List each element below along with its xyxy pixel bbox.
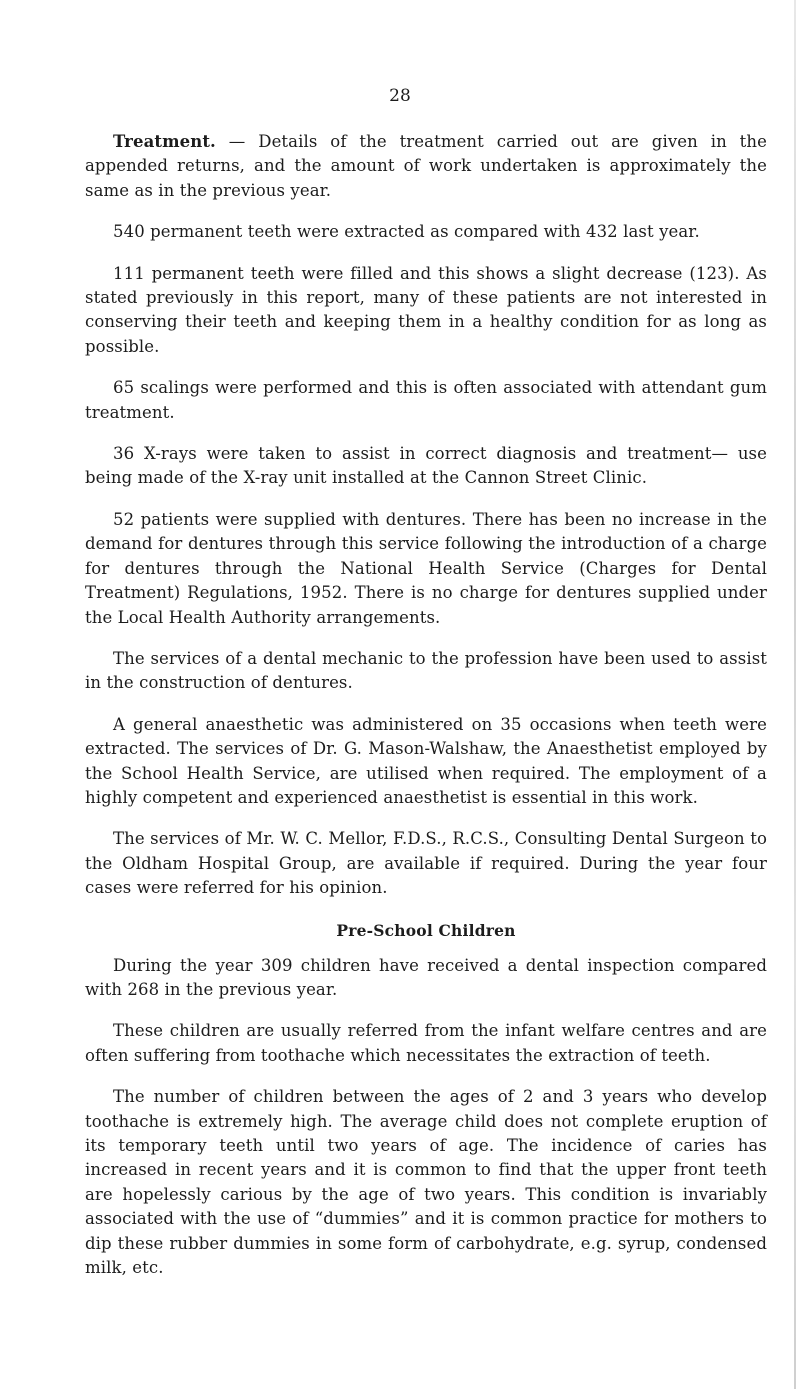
paragraph-inspections (85, 954, 767, 1003)
paragraph-text: The services of a dental mechanic to the profession have been used to assist in the construction of dentures. (85, 648, 767, 693)
paragraph-dentures (85, 508, 767, 630)
paragraph-referrals (85, 1019, 767, 1068)
paragraph-text: These children are usually referred from the infant welfare centres and are often suffering from toothache which necessitates the extraction of teeth. (85, 1021, 767, 1065)
paragraph-scalings (85, 376, 767, 425)
paragraph-text: The services of Mr. W. C. Mellor, F.D.S., R.C.S., Consulting Dental Surgeon to the Oldham Hospital Group, are available if required. During the year four cases were referred for his opinion. (85, 829, 767, 898)
paragraph-extractions (85, 220, 767, 244)
paragraph-dental-mechanic (85, 647, 767, 696)
paragraph-text: The number of children between the ages of 2 and 3 years who develop toothache is extremely high. The average child does not complete eruption of its temporary teeth until two years of age. The incidence of caries has increased in recent years and it is common to find that the upper front teeth are hopelessly carious by the age of two years. This condition is invariably associated with the use of “dummies” and it is common practice for mothers to dip these rubber dummies in some form of carbohydrate, e.g. syrup, condensed milk, etc. (85, 1087, 767, 1278)
paragraph-text: 36 X-rays were taken to assist in correct diagnosis and treatment— use being made of the X-ray unit installed at the Cannon Street Clinic. (85, 444, 767, 488)
paragraph-xrays (85, 442, 767, 491)
paragraph-toothache (85, 1085, 767, 1280)
paragraph-text: 52 patients were supplied with dentures. There has been no increase in the demand for dentures through this service following the introduction of a charge for dentures through the National Health Service (Charges for Dental Treatment) Regulations, 1952. There is no charge for dentures supplied under the Local Health Authority arrangements. (85, 509, 767, 627)
section-heading: Pre-School Children (336, 920, 516, 940)
page-edge-shadow (794, 0, 796, 1389)
paragraph-text: 65 scalings were performed and this is often associated with attendant gum treatment. (85, 378, 767, 422)
paragraph-text: 111 permanent teeth were filled and this shows a slight decrease (123). As stated previously in this report, many of these patients are not interested in conserving their teeth and keeping them in a healthy condition for as long as possible. (85, 263, 767, 356)
paragraph-text: During the year 309 children have received a dental inspection compared with 268 in the previous year. (85, 955, 767, 999)
document-body (85, 130, 767, 1297)
paragraph-consulting-surgeon (85, 827, 767, 900)
page-number: 28 (389, 86, 411, 106)
paragraph-text: A general anaesthetic was administered on 35 occasions when teeth were extracted. The services of Dr. G. Mason-Walshaw, the Anaesthetist employed by the School Health Service, are utilised when required. The employment of a highly competent and experienced anaesthetist is essential in this work. (85, 714, 767, 807)
paragraph-treatment (85, 130, 767, 203)
paragraph-fillings (85, 262, 767, 360)
paragraph-lead: Treatment. (113, 132, 216, 151)
paragraph-anaesthetic (85, 713, 767, 811)
paragraph-text: — Details of the treatment carried out are given in the appended returns, and the amount of work undertaken is approximately the same as in the previous year. (85, 132, 767, 200)
paragraph-text: 540 permanent teeth were extracted as compared with 432 last year. (113, 222, 700, 242)
